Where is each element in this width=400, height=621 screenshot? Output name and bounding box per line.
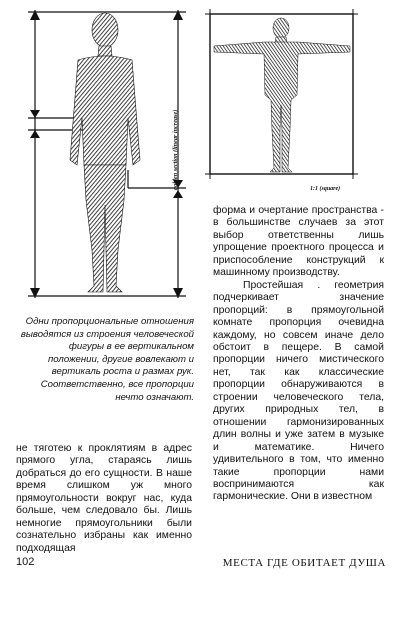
left-column-text <box>16 443 192 555</box>
figure-caption: Одни пропорциональные отношения выводятся из строения человеческой фигуры в ее вертикальном положении, другие вовлекают и вертикаль роста и размах рук. Соответственно, все пропорции нечто означают. <box>20 316 194 403</box>
page-number: 102 <box>16 556 35 568</box>
square-label: 1:1 (square) <box>310 186 341 192</box>
right-paragraph-1: форма и очертание пространства - в большинстве случаев за этот выбор ответственны лишь упрощение проектного процесса и приспособление конструкций к машинному производству. <box>213 205 384 279</box>
golden-section-figure <box>0 0 200 310</box>
running-title: МЕСТА ГДЕ ОБИТАЕТ ДУША <box>222 557 386 569</box>
left-paragraph: не тяготею к проклятиям в адрес прямого угла, стараясь лишь добраться до его сущности. В наше время слишком уж много прямоугольности вокруг нас, куда больше, чем следовало бы. Лишь немногие прямоугольники были сознательно избраны как именно подходящая <box>16 443 192 554</box>
outstretched-human-silhouette <box>214 18 350 172</box>
right-paragraph-2: Простейшая . геометрия подчеркивает значение пропорций: в прямоугольной комнате пропорция очевидна каждому, но совсем иначе дело обстоит в пещере. В самой пропорции ничего мистического нет, так как классические пропорции обнаруживаются в строении человеческого тела, других природных тел, в отношении гармонизированных длин волны и уже затем в музыке и математике. Ничего удивительного в том, что именно такие пропорции нами воспринимаются как гармонические. Они в известном <box>213 279 384 503</box>
golden-section-label: golden section (linear increase) <box>172 109 179 190</box>
square-proportion-figure <box>200 0 400 190</box>
standing-human-silhouette <box>70 13 140 292</box>
right-column-text <box>213 205 384 504</box>
